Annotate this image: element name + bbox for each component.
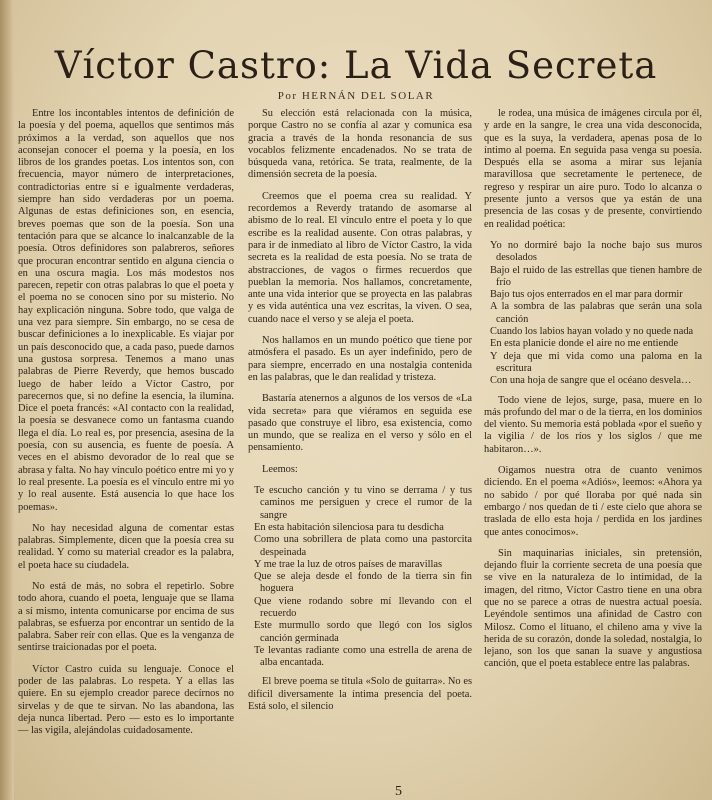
- paragraph: No hay necesidad alguna de comentar estas palabras. Simplemente, dicen que la poesía crea su realidad. Y como su material creador es la palabra, el poeta hace su ciudadela.: [18, 522, 234, 571]
- verse-line: Yo no dormiré bajo la noche bajo sus muros desolados: [490, 239, 702, 264]
- paragraph: Víctor Castro cuida su lenguaje. Conoce el poder de las palabras. Lo respeta. Y a ellas las quiere. En su ejemplo creador parece decírnos no sirvelas y de que te sirvan. No las abandona, las deja nunca libertad. Pero — esto es lo importante — las vigila, alejándolas cuidadosamente.: [18, 663, 234, 737]
- article-column-2: [248, 108, 472, 798]
- verse-line: Con una hoja de sangre que el océano desvela…: [490, 375, 692, 387]
- verse-line: Y me trae la luz de otros países de maravillas: [254, 558, 443, 570]
- article-column-3: [484, 108, 702, 798]
- verse-line: En esta habitación silenciosa para tu desdicha: [254, 521, 444, 533]
- page-edge: [0, 0, 14, 800]
- poem-quote: [484, 240, 702, 388]
- poem-quote: [248, 485, 472, 669]
- verse-line: Cuando los labios hayan volado y no quede nada: [490, 326, 694, 338]
- paragraph: Leemos:: [262, 463, 298, 475]
- paragraph: Todo viene de lejos, surge, pasa, muere en lo más profundo del mar o de la tierra, en los dominios del viento. Su memoria está poblada «por el sueño y la vigilia / de los ríos y los siglos / que me habitaron…».: [484, 394, 702, 455]
- verse-line: Bajo tus ojos enterrados en el mar para dormir: [490, 289, 683, 301]
- verse-line: Este murmullo sordo que llegó con los siglos canción germinada: [254, 620, 472, 644]
- page-mark: 5: [395, 784, 402, 799]
- verse-line: En esta planicie donde el aire no me entiende: [490, 338, 679, 350]
- verse-line: Que se aleja desde el fondo de la tierra sin fin hoguera: [254, 571, 472, 595]
- paragraph: No está de más, no sobra el repetirlo. Sobre todo ahora, cuando el poeta, lenguaje que se llama a sí mismo, intenta comunicarse por encima de sus palabras, se esfuerza por encontrar un sentido de la palabra. Saber reír con ellas. Que es la venganza de sentirse traicionadas por el poeta.: [18, 580, 234, 654]
- paragraph: Nos hallamos en un mundo poético que tiene por atmósfera el pasado. Es un ayer indefinido, pero de para siempre, encerrado en una nostalgia contenida en las palabras, que le dan realidad y tristeza.: [248, 335, 472, 383]
- verse-line: Que viene rodando sobre mí llevando con el recuerdo: [254, 595, 472, 619]
- paragraph: Bastaría atenernos a algunos de los versos de «La vida secreta» para que viéramos en seguida ese pasado que construye el libro, esa existencia, como un mundo, que se realiza en el verso y sólo en el pensamiento.: [248, 393, 472, 454]
- paragraph: Entre los incontables intentos de definición de la poesía y del poema, aquellos que sentimos más próximos a la verdad, son aquellos que nos aconsejan conocer el poema y la poesía, en los libros de los grandes poetas. Los intentos son, con frecuencia, mayor número de interpretaciones, contradictorias entre sí e igualmente verdaderas, siempre han sido verdaderas por un poema. Algunas de estas definiciones son, en esencia, breves poemas que son de la poesía. Son una tentación para que se alcance lo inalcanzable de la poesía. Otros definidores son palabreros, señores que procuran encontrar sentido en alguna ciencia o en una oscura magia. Los más modestos nos parecen, repetir con otras palabras lo que el poeta y el poema no se conocen sino por su misterio. No hay explicación ninguna. Sobre todo, que valga de una vez para siempre. Sin embargo, no se cesa de buscar definiciones a lo inexplicable. Es viajar por un país desconocido que, a cada paso, puede darnos una gustosa sorpresa. Tenemos a mano unas palabras de Pierre Reverdy, que hemos buscado luego de haber leído a Víctor Castro, por parecernos que, si no define la esencia, la ilumina. Dice el poeta francés: «Al contacto con la realidad, la poesía se desvanece como un fantasma cuando llega el día. Lo real es, por presencia, asesina de la poesía, con su ausencia, es fuente de poesía. A veces en el abismo devorador de lo real que se abrasa y falta. No hay vínculo poético entre mi yo y lo real presente. La poesía es el vínculo entre mi yo y lo real ausente. Está ausencia lo que hace los poemas».: [18, 108, 234, 513]
- article-title: Víctor Castro: La Vida Secreta: [54, 44, 658, 87]
- article-byline: Por HERNÁN DEL SOLAR: [277, 90, 435, 102]
- paragraph: Sin maquinarias iniciales, sin pretensión, dejando fluir la corriente secreta de una poesía que se vive en la naturaleza de lo intimidad, de la imagen, del ritmo, Víctor Castro tiene en una obra que no se parece a otras de nuestra actual poesía. Leyéndole sentimos una afinidad de Castro con Milosz. Como el lituano, el chileno ama y vive la herida de su corazón, donde la soledad, nostalgia, lo lejano, son los que sanan la suave y angustiosa canción, que el poeta establece entre las palabras.: [484, 547, 702, 670]
- verse-line: Te escucho canción y tu vino se derrama / y tus caminos me persiguen y crece el rumor de la sangre: [254, 485, 472, 521]
- verse-line: Bajo el ruido de las estrellas que tienen hambre de frío: [490, 264, 702, 288]
- paragraph: Creemos que el poema crea su realidad. Y recordemos a Reverdy tratando de asomarse al abismo de lo real. El vínculo entre el poeta y lo que escribe es la realidad ausente. Con otras palabras, y para ir de inmediato al libro de Víctor Castro, la vida secreta es la realidad de esta poesía. No se trata de abstracciones, de vagos o firmes recuerdos que pueblan la memoria. Nos hallamos, concretamente, ante una vida interior que se proyecta en las palabras y es vida auténtica una vez escritas, la viven. O sea, cuando nace el verso y se aleja el poeta.: [248, 190, 472, 325]
- verse-line: Y deja que mi vida como una paloma en la escritura: [490, 350, 702, 374]
- verse-line: Te levantas radiante como una estrella de arena de alba encantada.: [254, 644, 472, 669]
- paragraph: Oigamos nuestra otra de cuanto venimos diciendo. En el poema «Adiós», leemos: «Ahora ya no sabido / por qué lloraba por qué nada sin embargo / nos quedan de ti / este cielo que ahora se traslada de ello esta hoja / perdida en los jardines que antes conocimos».: [484, 465, 702, 538]
- paragraph: El breve poema se titula «Solo de guitarra». No es difícil diversamente la íntima presencia del poeta. Está solo, el silencio: [248, 676, 472, 713]
- paragraph: le rodea, una música de imágenes circula por él, y arde en la sangre, le crea una vida desconocida, que es la suya, la verdadera, apenas posa de lo íntimo al poema. En seguida pasa venga su poesía. Después ella se asoma a mirar sus lejanía maravillosa que secretamente le pertenece, de regreso y respirar un aire puro. Todo lo alcanza o presente junto a versos que ya están de una presencia de las cosas y de presente, convirtiendo en realidad poética:: [484, 108, 702, 230]
- paragraph: Su elección está relacionada con la música, porque Castro no se confía al azar y comunica esa gracia a través de la honda resonancia de sus vocablos felizmente encadenados. No se trata de búsqueda vana, retórica. Se trata, realmente, de la dimensión secreta de la poesía.: [248, 108, 472, 181]
- article-column-1: [18, 108, 234, 798]
- verse-line: Como una sobrillera de plata como una pastorcita despeinada: [254, 534, 472, 558]
- verse-line: A la sombra de las palabras que serán una sola canción: [490, 301, 702, 325]
